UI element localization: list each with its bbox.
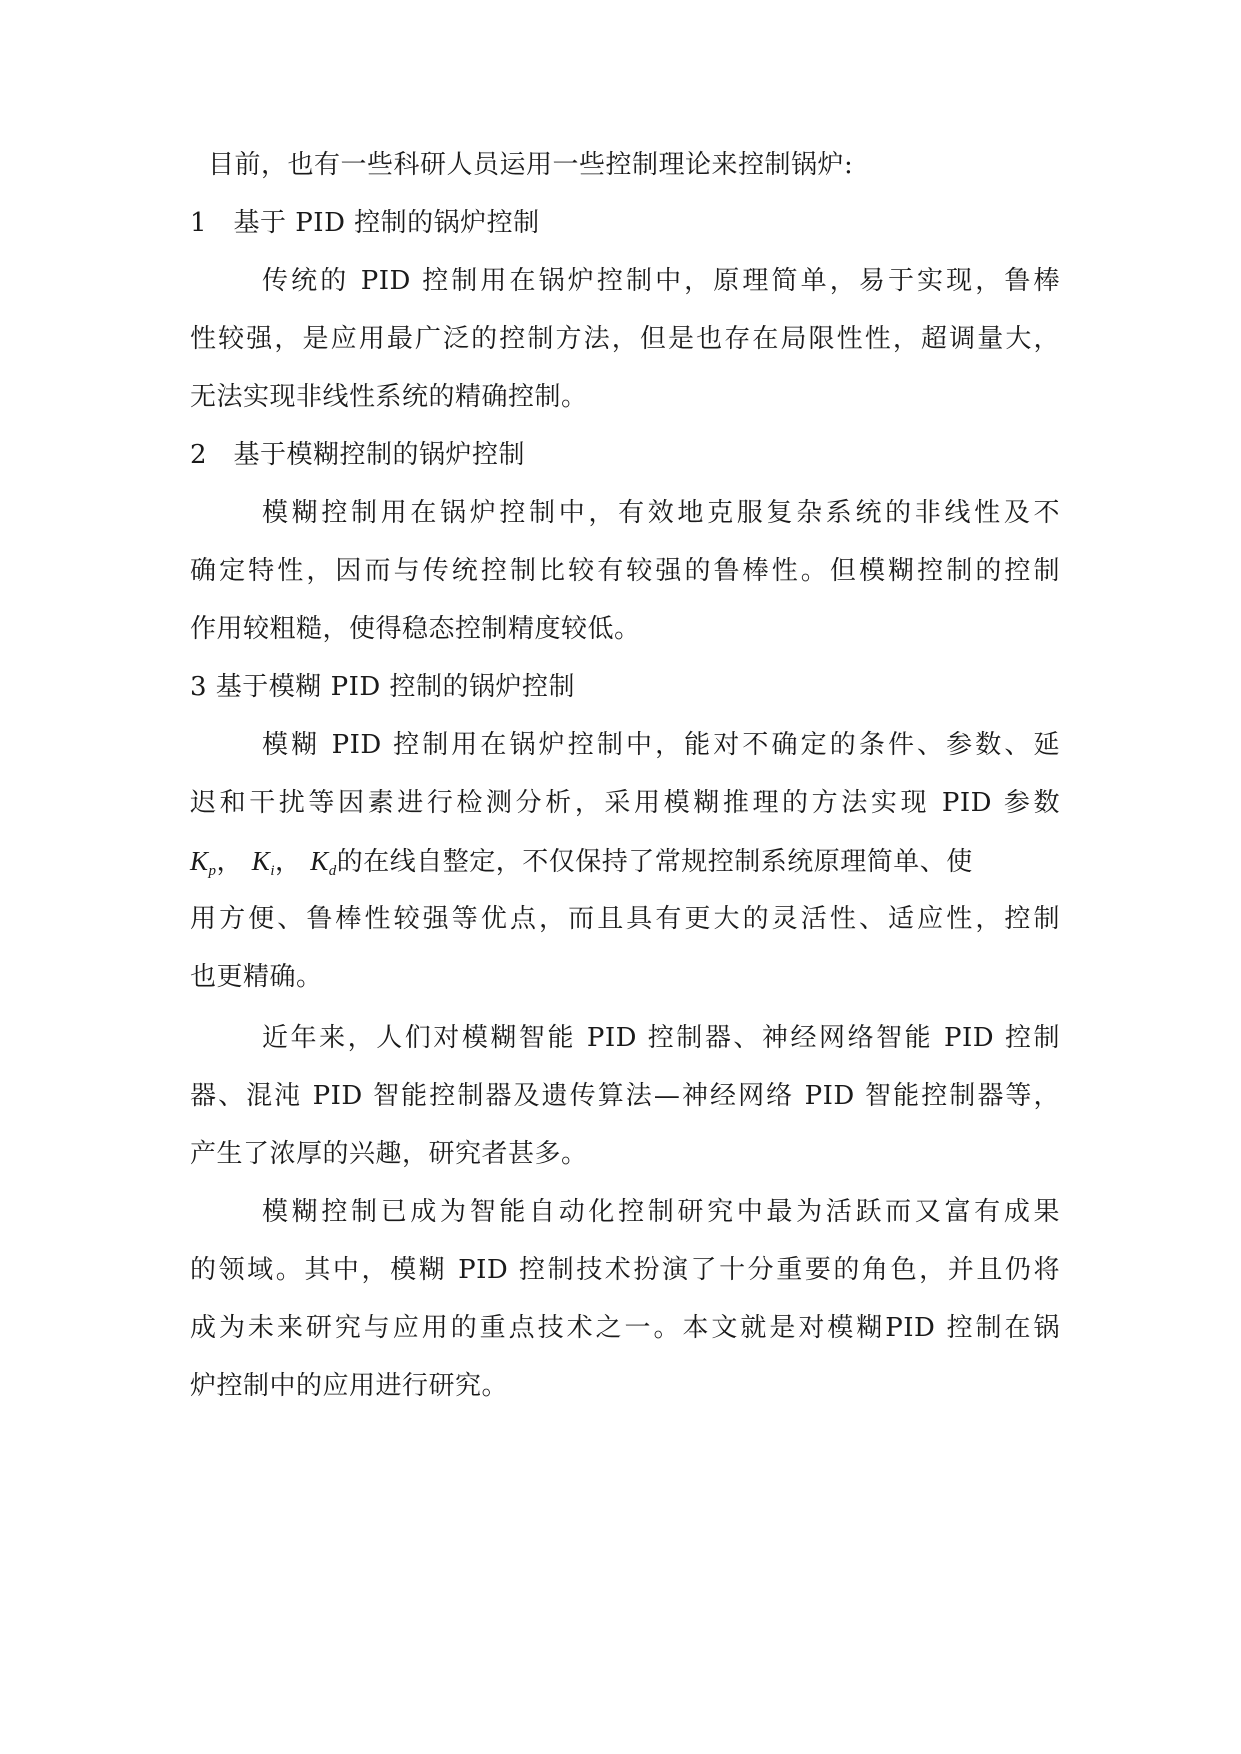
section-1-line: 传统的 PID 控制用在锅炉控制中，原理简单，易于实现，鲁棒 xyxy=(262,266,1060,296)
fuzzy-paragraph-line: 的领域。其中，模糊 PID 控制技术扮演了十分重要的角色，并且仍将 xyxy=(190,1255,1060,1285)
section-3-line: 也更精确。 xyxy=(190,962,323,992)
ki-symbol: $K_i$ xyxy=(251,846,275,879)
section-1-heading: 1 基于 PID 控制的锅炉控制 xyxy=(190,208,540,238)
fuzzy-paragraph-line: 模糊控制已成为智能自动化控制研究中最为活跃而又富有成果 xyxy=(262,1197,1060,1227)
pid-parameter-line: $K_p$， $K_i$， $K_d$的在线自整定，不仅保持了常规控制系统原理简单、使 xyxy=(190,846,973,879)
section-2-line: 作用较粗糙，使得稳态控制精度较低。 xyxy=(190,614,641,644)
fuzzy-paragraph-line: 成为未来研究与应用的重点技术之一。本文就是对模糊PID 控制在锅 xyxy=(190,1313,1060,1343)
section-3-line: 迟和干扰等因素进行检测分析，采用模糊推理的方法实现 PID 参数 xyxy=(190,788,1060,818)
section-1-line: 性较强，是应用最广泛的控制方法，但是也存在局限性性，超调量大， xyxy=(190,324,1060,354)
recent-paragraph-line: 产生了浓厚的兴趣，研究者甚多。 xyxy=(190,1139,588,1169)
intro-paragraph: 目前，也有一些科研人员运用一些控制理论来控制锅炉: xyxy=(208,150,854,180)
section-2-heading: 2 基于模糊控制的锅炉控制 xyxy=(190,440,526,470)
recent-paragraph-line: 近年来，人们对模糊智能 PID 控制器、神经网络智能 PID 控制 xyxy=(262,1023,1060,1053)
section-2-line: 确定特性，因而与传统控制比较有较强的鲁棒性。但模糊控制的控制 xyxy=(190,556,1060,586)
recent-paragraph-line: 器、混沌 PID 智能控制器及遗传算法—神经网络 PID 智能控制器等， xyxy=(190,1081,1060,1111)
section-3-line: 模糊 PID 控制用在锅炉控制中，能对不确定的条件、参数、延 xyxy=(262,730,1060,760)
section-1-line: 无法实现非线性系统的精确控制。 xyxy=(190,382,588,412)
fuzzy-paragraph-line: 炉控制中的应用进行研究。 xyxy=(190,1371,509,1401)
kp-symbol: $K_p$ xyxy=(190,846,217,879)
kd-symbol: $K_d$ xyxy=(310,846,337,879)
section-3-line: 用方便、鲁棒性较强等优点，而且具有更大的灵活性、适应性，控制 xyxy=(190,904,1060,934)
section-3-heading: 3 基于模糊 PID 控制的锅炉控制 xyxy=(190,672,575,702)
section-2-line: 模糊控制用在锅炉控制中，有效地克服复杂系统的非线性及不 xyxy=(262,498,1060,528)
